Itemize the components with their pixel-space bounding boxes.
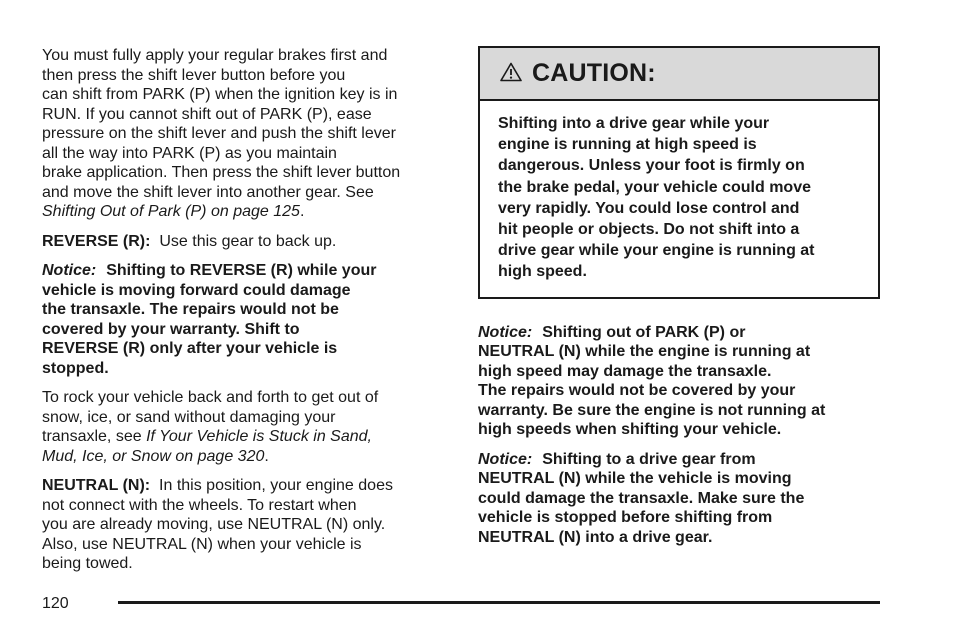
- text-line: RUN. If you cannot shift out of PARK (P), ease: [42, 105, 372, 123]
- reverse-label: REVERSE (R):: [42, 232, 151, 250]
- text-line: can shift from PARK (P) when the ignition key is in: [42, 86, 398, 103]
- caution-body: [480, 101, 878, 297]
- page-footer: [42, 594, 880, 614]
- notice-drive-gear: [478, 450, 880, 548]
- text-line: The repairs would not be covered by your: [478, 382, 796, 400]
- text-line: snow, ice, or sand without damaging your: [42, 408, 336, 426]
- text-line: [478, 323, 880, 343]
- text-line: and move the shift lever into another gear. See: [42, 183, 374, 201]
- notice-reverse: [42, 261, 452, 378]
- text-line: [478, 450, 880, 470]
- text-line: pressure on the shift lever and push the shift lever: [42, 125, 396, 142]
- notice-text: Shifting to REVERSE (R) while your: [106, 262, 377, 279]
- park-paragraph: [42, 46, 452, 222]
- neutral-paragraph: [42, 476, 452, 574]
- neutral-text: In this position, your engine does: [159, 477, 393, 494]
- text-line: [42, 232, 452, 252]
- text-line: To rock your vehicle back and forth to get out of: [42, 389, 379, 406]
- notice-label: Notice:: [478, 323, 533, 341]
- text-line: high speed may damage the transaxle.: [478, 362, 772, 380]
- reverse-text: Use this gear to back up.: [159, 232, 337, 250]
- caution-title: CAUTION:: [532, 58, 656, 87]
- text-line: hit people or objects. Do not shift into a: [498, 221, 800, 239]
- text-line: engine is running at high speed is: [498, 136, 757, 154]
- text-line: vehicle is moving forward could damage: [42, 281, 351, 299]
- text-line: Also, use NEUTRAL (N) when your vehicle is: [42, 535, 362, 553]
- cross-reference-link: Shifting Out of Park (P) on page 125: [42, 203, 300, 220]
- right-column: [478, 46, 880, 557]
- notice-park-neutral: [478, 323, 880, 440]
- text-line: not connect with the wheels. To restart when: [42, 496, 357, 514]
- punctuation: .: [299, 203, 305, 220]
- notice-label: Notice:: [478, 450, 533, 468]
- text-line: high speed.: [498, 263, 587, 281]
- page-number: 120: [42, 595, 69, 612]
- text-line: then press the shift lever button before you: [42, 66, 346, 84]
- text-line: very rapidly. You could lose control and: [498, 199, 800, 217]
- text-line: Shifting into a drive gear while your: [498, 115, 770, 132]
- reverse-paragraph: [42, 232, 452, 252]
- caution-header: [480, 48, 878, 101]
- text-line: you are already moving, use NEUTRAL (N) only.: [42, 516, 386, 533]
- text-line: [42, 447, 452, 467]
- punctuation: .: [264, 447, 269, 465]
- neutral-label: NEUTRAL (N):: [42, 477, 151, 494]
- text-line: being towed.: [42, 555, 133, 572]
- notice-label: Notice:: [42, 262, 97, 279]
- text-line: You must fully apply your regular brakes first and: [42, 47, 388, 64]
- text-line: [42, 261, 452, 281]
- text-line: REVERSE (R) only after your vehicle is: [42, 340, 338, 357]
- rock-text: transaxle, see: [42, 428, 147, 445]
- text-line: [42, 427, 452, 447]
- caution-box: [478, 46, 880, 299]
- text-line: covered by your warranty. Shift to: [42, 320, 300, 338]
- text-line: [42, 476, 452, 496]
- text-line: NEUTRAL (N) while the engine is running at: [478, 343, 811, 361]
- rock-paragraph: [42, 388, 452, 466]
- text-line: the transaxle. The repairs would not be: [42, 301, 339, 318]
- text-line: all the way into PARK (P) as you maintain: [42, 144, 337, 162]
- text-line: the brake pedal, your vehicle could move: [498, 178, 811, 196]
- cross-reference-link: Mud, Ice, or Snow on page 320: [42, 447, 265, 465]
- text-line: NEUTRAL (N) into a drive gear.: [478, 528, 713, 546]
- warning-triangle-icon: [500, 62, 522, 82]
- notice-text: Shifting out of PARK (P) or: [542, 323, 746, 341]
- notice-text: Shifting to a drive gear from: [542, 450, 756, 468]
- text-line: brake application. Then press the shift lever button: [42, 164, 401, 181]
- text-line: vehicle is stopped before shifting from: [478, 509, 773, 527]
- text-line: [42, 202, 452, 222]
- cross-reference-link: If Your Vehicle is Stuck in Sand,: [146, 428, 372, 445]
- text-line: warranty. Be sure the engine is not running at: [478, 401, 826, 419]
- text-line: could damage the transaxle. Make sure the: [478, 489, 805, 507]
- footer-rule: [118, 601, 880, 604]
- text-line: drive gear while your engine is running at: [498, 242, 815, 260]
- text-line: high speeds when shifting your vehicle.: [478, 421, 782, 439]
- text-line: dangerous. Unless your foot is firmly on: [498, 157, 805, 175]
- left-column: [42, 46, 452, 584]
- text-line: NEUTRAL (N) while the vehicle is moving: [478, 470, 792, 488]
- text-line: stopped.: [42, 359, 109, 377]
